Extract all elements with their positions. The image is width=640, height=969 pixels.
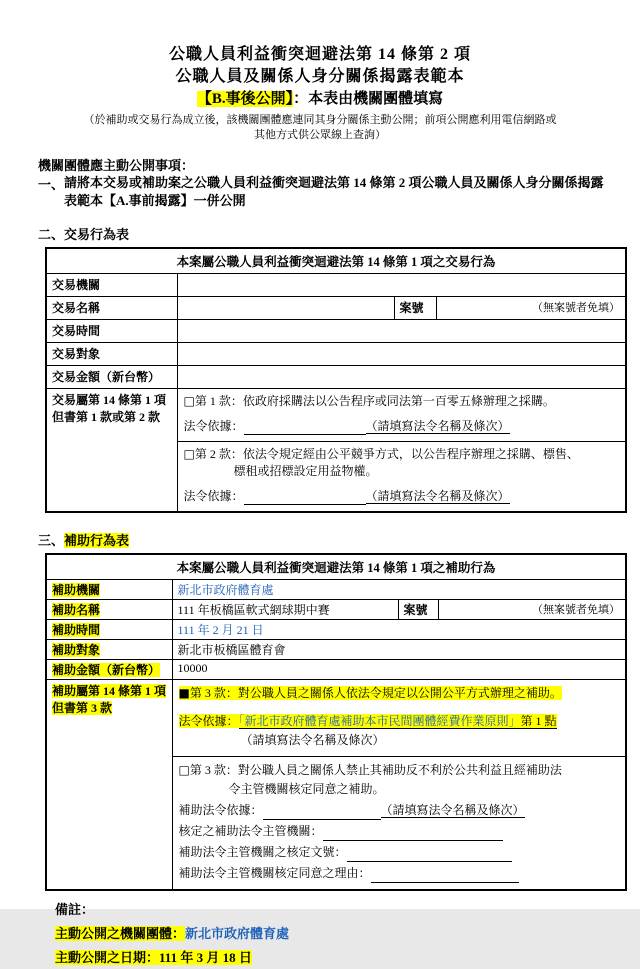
approval-reason-label: 補助法令主管機關核定同意之理由： xyxy=(178,866,371,880)
clause-options-cell xyxy=(177,389,626,513)
option2-text-line1: 第 2 款：依法令規定經由公平競爭方式，以公告程序辦理之採購、標售、 xyxy=(194,447,579,461)
subsidy-law-basis-note: （請填寫法令名稱及條次） xyxy=(380,803,525,817)
table-row xyxy=(46,320,626,343)
row-value-time: 111 年 2 月 21 日 xyxy=(172,620,626,640)
row-label-party: 交易對象 xyxy=(46,343,177,366)
law-basis-blank xyxy=(244,422,366,435)
approval-doc-number-blank xyxy=(347,849,512,862)
approval-doc-number-label: 補助法令主管機關之核定文號： xyxy=(178,845,347,859)
disclosure-heading: 機關團體應主動公開事項： xyxy=(38,158,195,173)
subsidy-option-1 xyxy=(173,680,626,756)
row-value-party xyxy=(177,343,626,366)
clause-label-cell xyxy=(46,680,172,891)
table-row xyxy=(46,248,626,274)
remarks-section xyxy=(55,899,610,969)
remark-org-label: 主動公開之機關團體： xyxy=(55,926,186,941)
checkbox-unchecked-icon: □ xyxy=(178,763,190,777)
disclosure-item-1 xyxy=(38,174,610,210)
row-label-time: 補助時間 xyxy=(46,620,172,640)
option1-text: 第 1 款：依政府採購法以公告程序或同法第一百零五條辦理之採購。 xyxy=(194,394,555,408)
table-row xyxy=(46,554,626,580)
checkbox-unchecked-icon: □ xyxy=(183,394,195,408)
subtitle-highlight: 【B.事後公開】 xyxy=(196,91,294,107)
doc-title-line2: 公職人員及關係人身分關係揭露表範本 xyxy=(175,68,465,85)
option2-text-line2: 令主管機關核定同意之補助。 xyxy=(228,782,385,796)
table-row xyxy=(46,343,626,366)
remark-org-value: 新北市政府體育處 xyxy=(185,926,290,941)
section2-label: 二、交易行為表 xyxy=(38,227,130,242)
subsidy-table-header: 本案屬公職人員利益衝突迴避法第 14 條第 1 項之補助行為 xyxy=(46,554,626,580)
section3-marker: 三、 xyxy=(38,533,65,548)
subsidy-option-2 xyxy=(173,756,626,889)
doc-title-line1: 公職人員利益衝突迴避法第 14 條第 2 項 xyxy=(168,46,471,63)
approving-authority-blank xyxy=(323,828,503,841)
subtitle-note-line1: （於補助或交易行為成立後，該機關團體應連同其身分關係主動公開；前項公開應利用電信網路或 xyxy=(83,114,557,126)
transaction-table-header: 本案屬公職人員利益衝突迴避法第 14 條第 1 項之交易行為 xyxy=(46,248,626,274)
law-basis-value-suffix: 第 1 點 xyxy=(520,714,557,728)
row-label-name: 補助名稱 xyxy=(46,600,172,620)
row-value-name xyxy=(177,297,394,320)
case-number-label: 案號 xyxy=(394,297,436,320)
row-value-amount xyxy=(177,366,626,389)
law-basis-label: 法令依據： xyxy=(183,489,244,503)
row-label-amount: 補助金額（新台幣） xyxy=(46,660,172,680)
law-basis-note: （請填寫法令名稱及條次） xyxy=(240,733,385,747)
case-number-note: （無案號者免填） xyxy=(436,297,626,320)
checkbox-checked-icon: ■ xyxy=(178,686,190,700)
table-row xyxy=(46,297,626,320)
row-label-recipient: 補助對象 xyxy=(46,640,172,660)
row-label-amount: 交易金額（新台幣） xyxy=(46,366,177,389)
remark-date-value: 111 年 3 月 18 日 xyxy=(159,950,252,965)
approval-reason-blank xyxy=(371,870,519,883)
table-row xyxy=(46,389,626,513)
row-label-agency: 補助機關 xyxy=(46,580,172,600)
approving-authority-label: 核定之補助法令主管機關： xyxy=(178,824,323,838)
law-basis-note: （請填寫法令名稱及條次） xyxy=(365,489,510,503)
remarks-heading: 備註： xyxy=(55,902,95,917)
table-row xyxy=(46,366,626,389)
row-value-recipient: 新北市板橋區體育會 xyxy=(172,640,626,660)
transaction-option-1 xyxy=(178,389,626,441)
subsidy-law-basis-label: 補助法令依據： xyxy=(178,803,263,817)
row-value-name: 111 年板橋區軟式網球期中賽 xyxy=(172,600,398,620)
section3-label xyxy=(38,530,610,549)
clause-label-line2: 但書第 3 款 xyxy=(52,701,113,715)
row-label-agency: 交易機關 xyxy=(46,274,177,297)
clause-label-line1: 補助屬第 14 條第 1 項 xyxy=(52,684,167,698)
transaction-option-2 xyxy=(178,441,626,511)
table-row xyxy=(46,680,626,891)
transaction-table xyxy=(45,247,627,513)
table-row xyxy=(46,620,626,640)
table-row xyxy=(46,660,626,680)
option2-text-line1: 第 3 款：對公職人員之關係人禁止其補助反不利於公共利益且經補助法 xyxy=(189,763,562,777)
subsidy-law-basis-blank xyxy=(263,807,381,820)
subtitle-rest: ：本表由機關團體填寫 xyxy=(293,91,444,107)
item1-text: 請將本交易或補助案之公職人員利益衝突迴避法第 14 條第 2 項公職人員及關係人身分關係揭露表範本【A.事前揭露】一併公開 xyxy=(64,175,604,208)
row-label-name: 交易名稱 xyxy=(46,297,177,320)
subtitle-note-line2: 其他方式供公眾線上查詢） xyxy=(254,129,386,141)
law-basis-label: 法令依據： xyxy=(178,714,239,728)
table-row xyxy=(46,580,626,600)
law-basis-note: （請填寫法令名稱及條次） xyxy=(365,419,510,433)
remark-date-line xyxy=(55,947,610,969)
table-row xyxy=(46,274,626,297)
section3-title-highlight: 補助行為表 xyxy=(64,533,130,548)
clause-label-line2: 但書第 1 款或第 2 款 xyxy=(52,410,161,424)
row-label-time: 交易時間 xyxy=(46,320,177,343)
option2-text-line2: 標租或招標設定用益物權。 xyxy=(233,464,378,478)
case-number-label: 案號 xyxy=(398,600,438,620)
doc-subtitle xyxy=(0,89,640,110)
clause-options-cell xyxy=(172,680,626,891)
subtitle-note xyxy=(0,113,640,143)
remark-org-line xyxy=(55,923,610,945)
case-number-note: （無案號者免填） xyxy=(438,600,626,620)
clause-label-line1: 交易屬第 14 條第 1 項 xyxy=(52,393,167,407)
row-value-time xyxy=(177,320,626,343)
law-basis-label: 法令依據： xyxy=(183,419,244,433)
law-basis-value: 「新北市政府體育處補助本市民間團體經費作業原則」 xyxy=(238,714,521,728)
row-value-agency xyxy=(177,274,626,297)
row-value-amount: 10000 xyxy=(172,660,626,680)
item1-marker: 一、 xyxy=(38,177,65,192)
checkbox-unchecked-icon: □ xyxy=(183,447,195,461)
clause-label-cell xyxy=(46,389,177,513)
law-basis-blank xyxy=(244,492,366,505)
remark-date-label: 主動公開之日期： xyxy=(55,950,160,965)
row-value-agency: 新北市政府體育處 xyxy=(172,580,626,600)
table-row xyxy=(46,640,626,660)
table-row xyxy=(46,600,626,620)
subsidy-table xyxy=(45,553,627,891)
option1-text: 第 3 款：對公職人員之關係人依法令規定以公開公平方式辦理之補助。 xyxy=(189,686,562,700)
